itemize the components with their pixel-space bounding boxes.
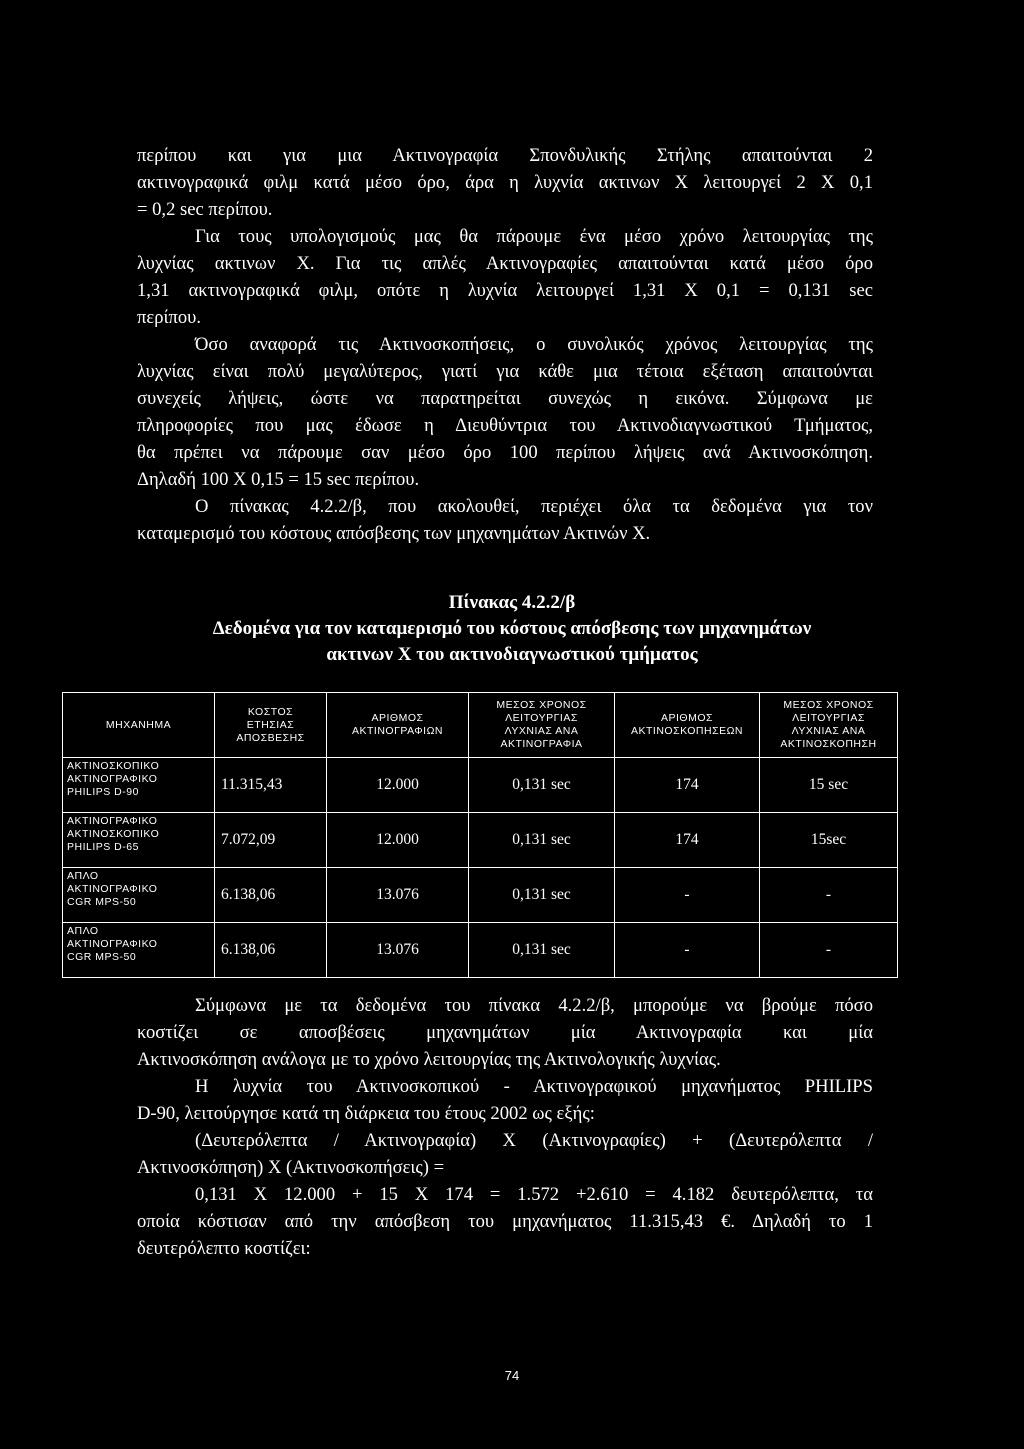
text-line: 1,31 ακτινογραφικά φιλμ, οπότε η λυχνία λειτουργεί 1,31 X 0,1 = 0,131 sec — [137, 280, 873, 301]
text-line: Ακτινοσκόπηση ανάλογα με το χρόνο λειτουργίας της Ακτινολογικής λυχνίας. — [137, 1049, 721, 1070]
text-line: D-90, λειτούργησε κατά τη διάρκεια του έτους 2002 ως εξής: — [137, 1103, 595, 1124]
text-line: Δηλαδή 100 X 0,15 = 15 sec περίπου. — [137, 469, 420, 490]
xray-time-cell: 0,131 sec — [469, 758, 615, 813]
header-fluoroscopy-count: ΑΡΙΘΜΟΣ ΑΚΤΙΝΟΣΚΟΠΗΣΕΩΝ — [615, 693, 760, 758]
cost-cell: 6.138,06 — [215, 923, 327, 978]
cost-cell: 6.138,06 — [215, 868, 327, 923]
text-line: Ο πίνακας 4.2.2/β, που ακολουθεί, περιέχει όλα τα δεδομένα για τον — [195, 496, 873, 517]
page-number: 74 — [504, 1368, 520, 1383]
table-row — [63, 758, 898, 813]
machine-cell: ΑΠΛΟ ΑΚΤΙΝΟΓΡΑΦΙΚΟ CGR MPS-50 — [63, 923, 215, 978]
text-line: Ακτινοσκόπηση) X (Ακτινοσκοπήσεις) = — [137, 1157, 445, 1178]
xray-time-cell: 0,131 sec — [469, 868, 615, 923]
fluoroscopy-time-cell: - — [760, 868, 898, 923]
table-header-row — [63, 693, 898, 758]
table-title-line: Δεδομένα για τον καταμερισμό του κόστους απόσβεσης των μηχανημάτων — [212, 618, 812, 639]
table-number: Πίνακας 4.2.2/β — [448, 592, 576, 613]
fluoroscopy-count-cell: - — [615, 923, 760, 978]
header-xray-tube-time: ΜΕΣΟΣ ΧΡΟΝΟΣ ΛΕΙΤΟΥΡΓΙΑΣ ΛΥΧΝΙΑΣ ΑΝΑ ΑΚΤΙΝΟΓΡΑΦΙΑ — [469, 693, 615, 758]
depreciation-table — [62, 692, 898, 978]
text-line: πληροφορίες που μας έδωσε η Διευθύντρια του Ακτινοδιαγνωστικού Τμήματος, — [137, 415, 873, 436]
cost-cell: 11.315,43 — [215, 758, 327, 813]
xray-time-cell: 0,131 sec — [469, 923, 615, 978]
text-line: κοστίζει σε αποσβέσεις μηχανημάτων μία Ακτινογραφία και μία — [137, 1022, 873, 1043]
xray-count-cell: 12.000 — [327, 758, 469, 813]
fluoroscopy-time-cell: 15sec — [760, 813, 898, 868]
table-title-line: ακτινων X του ακτινοδιαγνωστικού τμήματος — [326, 644, 698, 665]
xray-count-cell: 13.076 — [327, 923, 469, 978]
fluoroscopy-time-cell: 15 sec — [760, 758, 898, 813]
text-line: Σύμφωνα με τα δεδομένα του πίνακα 4.2.2/β, μπορούμε να βρούμε πόσο — [195, 995, 873, 1016]
conclusion-paragraph — [137, 992, 873, 1262]
text-line: οποία κόστισαν από την απόσβεση του μηχανήματος 11.315,43 €. Δηλαδή το 1 — [137, 1211, 873, 1232]
text-line: λυχνίας είναι πολύ μεγαλύτερος, γιατί για κάθε μια τέτοια εξέταση απαιτούνται — [137, 361, 873, 382]
text-line: = 0,2 sec περίπου. — [137, 199, 273, 220]
text-line: καταμερισμό του κόστους απόσβεσης των μηχανημάτων Ακτινών X. — [137, 523, 651, 544]
cost-cell: 7.072,09 — [215, 813, 327, 868]
text-line: περίπου. — [137, 307, 202, 328]
text-line: λυχνίας ακτινων X. Για τις απλές Ακτινογραφίες απαιτούνται κατά μέσο όρο — [137, 253, 873, 274]
machine-cell: ΑΠΛΟ ΑΚΤΙΝΟΓΡΑΦΙΚΟ CGR MPS-50 — [63, 868, 215, 923]
text-line: Όσο αναφορά τις Ακτινοσκοπήσεις, ο συνολικός χρόνος λειτουργίας της — [195, 334, 873, 355]
text-line: δευτερόλεπτο κοστίζει: — [137, 1238, 311, 1259]
text-line: Για τους υπολογισμούς μας θα πάρουμε ένα μέσο χρόνο λειτουργίας της — [195, 226, 873, 247]
intro-paragraph — [137, 142, 873, 547]
table-row — [63, 868, 898, 923]
fluoroscopy-count-cell: - — [615, 868, 760, 923]
xray-count-cell: 13.076 — [327, 868, 469, 923]
table-caption — [100, 590, 924, 668]
header-xray-count: ΑΡΙΘΜΟΣ ΑΚΤΙΝΟΓΡΑΦΙΩΝ — [327, 693, 469, 758]
header-fluoroscopy-tube-time: ΜΕΣΟΣ ΧΡΟΝΟΣ ΛΕΙΤΟΥΡΓΙΑΣ ΛΥΧΝΙΑΣ ΑΝΑ ΑΚΤΙΝΟΣΚΟΠΗΣΗ — [760, 693, 898, 758]
text-line: θα πρέπει να πάρουμε σαν μέσο όρο 100 περίπου λήψεις ανά Ακτινοσκόπηση. — [137, 442, 873, 463]
machine-cell: ΑΚΤΙΝΟΓΡΑΦΙΚΟ ΑΚΤΙΝΟΣΚΟΠΙΚΟ PHILIPS D-65 — [63, 813, 215, 868]
xray-count-cell: 12.000 — [327, 813, 469, 868]
text-line: περίπου και για μια Ακτινογραφία Σπονδυλικής Στήλης απαιτούνται 2 — [137, 145, 873, 166]
fluoroscopy-count-cell: 174 — [615, 813, 760, 868]
header-annual-depreciation-cost: ΚΟΣΤΟΣ ΕΤΗΣΙΑΣ ΑΠΟΣΒΕΣΗΣ — [215, 693, 327, 758]
header-machine: ΜΗΧΑΝΗΜΑ — [63, 693, 215, 758]
fluoroscopy-count-cell: 174 — [615, 758, 760, 813]
table-row — [63, 923, 898, 978]
text-line: 0,131 X 12.000 + 15 X 174 = 1.572 +2.610 = 4.182 δευτερόλεπτα, τα — [195, 1184, 873, 1205]
text-line: Η λυχνία του Ακτινοσκοπικού - Ακτινογραφικού μηχανήματος PHILIPS — [195, 1076, 873, 1097]
text-line: ακτινογραφικά φιλμ κατά μέσο όρο, άρα η λυχνία ακτινων X λειτουργεί 2 X 0,1 — [137, 172, 873, 193]
text-line: (Δευτερόλεπτα / Ακτινογραφία) X (Ακτινογραφίες) + (Δευτερόλεπτα / — [195, 1130, 873, 1151]
text-line: συνεχείς λήψεις, ώστε να παρατηρείται συνεχώς η εικόνα. Σύμφωνα με — [137, 388, 873, 409]
fluoroscopy-time-cell: - — [760, 923, 898, 978]
machine-cell: ΑΚΤΙΝΟΣΚΟΠΙΚΟ ΑΚΤΙΝΟΓΡΑΦΙΚΟ PHILIPS D-90 — [63, 758, 215, 813]
xray-time-cell: 0,131 sec — [469, 813, 615, 868]
table-row — [63, 813, 898, 868]
